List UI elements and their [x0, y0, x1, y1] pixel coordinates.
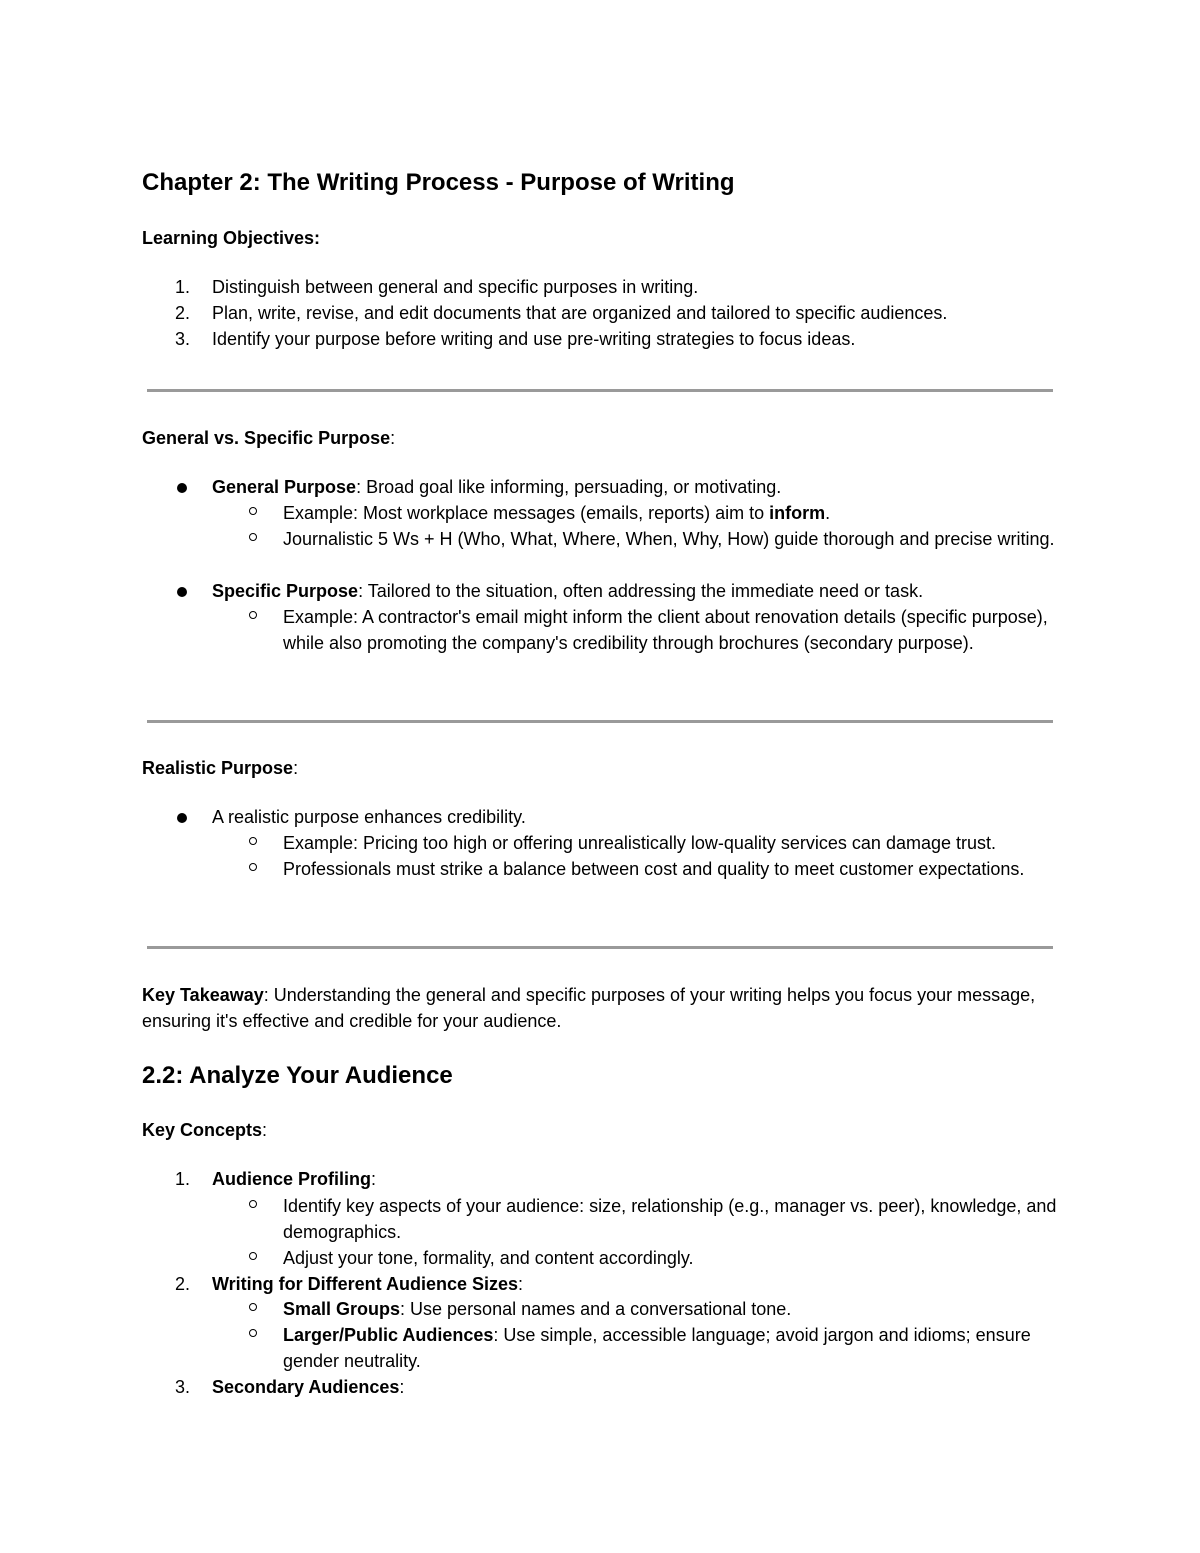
circle-bullet-icon: [249, 1200, 257, 1208]
general-vs-specific-heading: [142, 425, 1062, 451]
realistic-purpose-item: A realistic purpose enhances credibility.: [212, 807, 526, 827]
general-purpose-example: [283, 500, 1073, 526]
audience-profiling-item: [212, 1166, 1072, 1192]
horizontal-divider: [147, 946, 1053, 949]
example-text: Example: Most workplace messages (emails, reports) aim to: [283, 503, 770, 523]
bullet-icon: [177, 813, 187, 823]
list-number: 3.: [175, 329, 191, 349]
list-number: 2.: [175, 1274, 191, 1294]
general-vs-specific-label: General vs. Specific Purpose: [142, 428, 391, 448]
key-takeaway-label: Key Takeaway: [142, 985, 264, 1005]
learning-objectives-heading: [142, 225, 1062, 251]
professionals-balance-item: Professionals must strike a balance between cost and quality to meet customer expectations.: [283, 859, 1025, 879]
audience-profiling-label: Audience Profiling: [212, 1169, 372, 1189]
key-takeaway-text: : Understanding the general and specific purposes of your writing helps you focus your message, ensuring it's effective and credible for your audience.: [142, 985, 1036, 1031]
horizontal-divider: [147, 720, 1053, 723]
horizontal-divider: [147, 389, 1053, 392]
realistic-purpose-heading: [142, 755, 1062, 781]
audience-sizes-item: [212, 1271, 1072, 1297]
heading-colon: :: [293, 758, 299, 778]
larger-audiences-text: : Use simple, accessible language; avoid jargon and idioms; ensure gender neutrality.: [283, 1325, 1031, 1371]
small-groups-label: Small Groups: [283, 1299, 401, 1319]
identify-aspects-item: Identify key aspects of your audience: size, relationship (e.g., manager vs. peer), knowledge, and demographics.: [283, 1196, 1057, 1242]
item-colon: :: [399, 1377, 405, 1397]
general-purpose-item: [212, 474, 1072, 500]
specific-purpose-label: Specific Purpose: [212, 581, 359, 601]
secondary-audiences-label: Secondary Audiences: [212, 1377, 400, 1397]
larger-audiences-label: Larger/Public Audiences: [283, 1325, 494, 1345]
circle-bullet-icon: [249, 1329, 257, 1337]
objective-item-2: Plan, write, revise, and edit documents that are organized and tailored to specific audiences.: [212, 303, 948, 323]
objective-item-3: Identify your purpose before writing and use pre-writing strategies to focus ideas.: [212, 329, 856, 349]
key-takeaway-paragraph: [142, 982, 1062, 1034]
list-number: 1.: [175, 277, 191, 297]
circle-bullet-icon: [249, 837, 257, 845]
small-groups-item: [283, 1296, 1073, 1322]
key-concepts-heading: [142, 1117, 1062, 1143]
larger-audiences-item: [283, 1322, 1073, 1374]
circle-bullet-icon: [249, 507, 257, 515]
item-colon: :: [371, 1169, 377, 1189]
section-title: 2.2: Analyze Your Audience: [142, 1062, 453, 1089]
objective-item-1: Distinguish between general and specific purposes in writing.: [212, 277, 699, 297]
key-concepts-label: Key Concepts: [142, 1120, 263, 1140]
small-groups-text: : Use personal names and a conversational tone.: [400, 1299, 792, 1319]
bullet-icon: [177, 587, 187, 597]
journalistic-ws-item: Journalistic 5 Ws + H (Who, What, Where, When, Why, How) guide thorough and precise writing.: [283, 529, 1055, 549]
pricing-example-item: Example: Pricing too high or offering unrealistically low-quality services can damage trust.: [283, 833, 997, 853]
inform-bold: inform: [769, 503, 826, 523]
adjust-tone-item: Adjust your tone, formality, and content accordingly.: [283, 1248, 694, 1268]
general-purpose-text: : Broad goal like informing, persuading, or motivating.: [356, 477, 782, 497]
general-purpose-label: General Purpose: [212, 477, 357, 497]
circle-bullet-icon: [249, 1303, 257, 1311]
circle-bullet-icon: [249, 533, 257, 541]
circle-bullet-icon: [249, 611, 257, 619]
specific-purpose-item: [212, 578, 1072, 604]
list-number: 2.: [175, 303, 191, 323]
page-title: Chapter 2: The Writing Process - Purpose of Writing: [142, 169, 735, 196]
example-period: .: [825, 503, 831, 523]
learning-objectives-label: Learning Objectives:: [142, 228, 321, 248]
list-number: 3.: [175, 1377, 191, 1397]
realistic-purpose-label: Realistic Purpose: [142, 758, 294, 778]
circle-bullet-icon: [249, 1252, 257, 1260]
secondary-audiences-item: [212, 1374, 1072, 1400]
contractor-example-item: Example: A contractor's email might inform the client about renovation details (specific purpose), while also promoting the company's credibility through brochures (secondary purpose).: [283, 607, 1048, 653]
audience-sizes-label: Writing for Different Audience Sizes: [212, 1274, 519, 1294]
list-number: 1.: [175, 1169, 191, 1189]
bullet-icon: [177, 483, 187, 493]
specific-purpose-text: : Tailored to the situation, often addressing the immediate need or task.: [358, 581, 924, 601]
heading-colon: :: [262, 1120, 268, 1140]
heading-colon: :: [390, 428, 396, 448]
circle-bullet-icon: [249, 863, 257, 871]
item-colon: :: [518, 1274, 524, 1294]
